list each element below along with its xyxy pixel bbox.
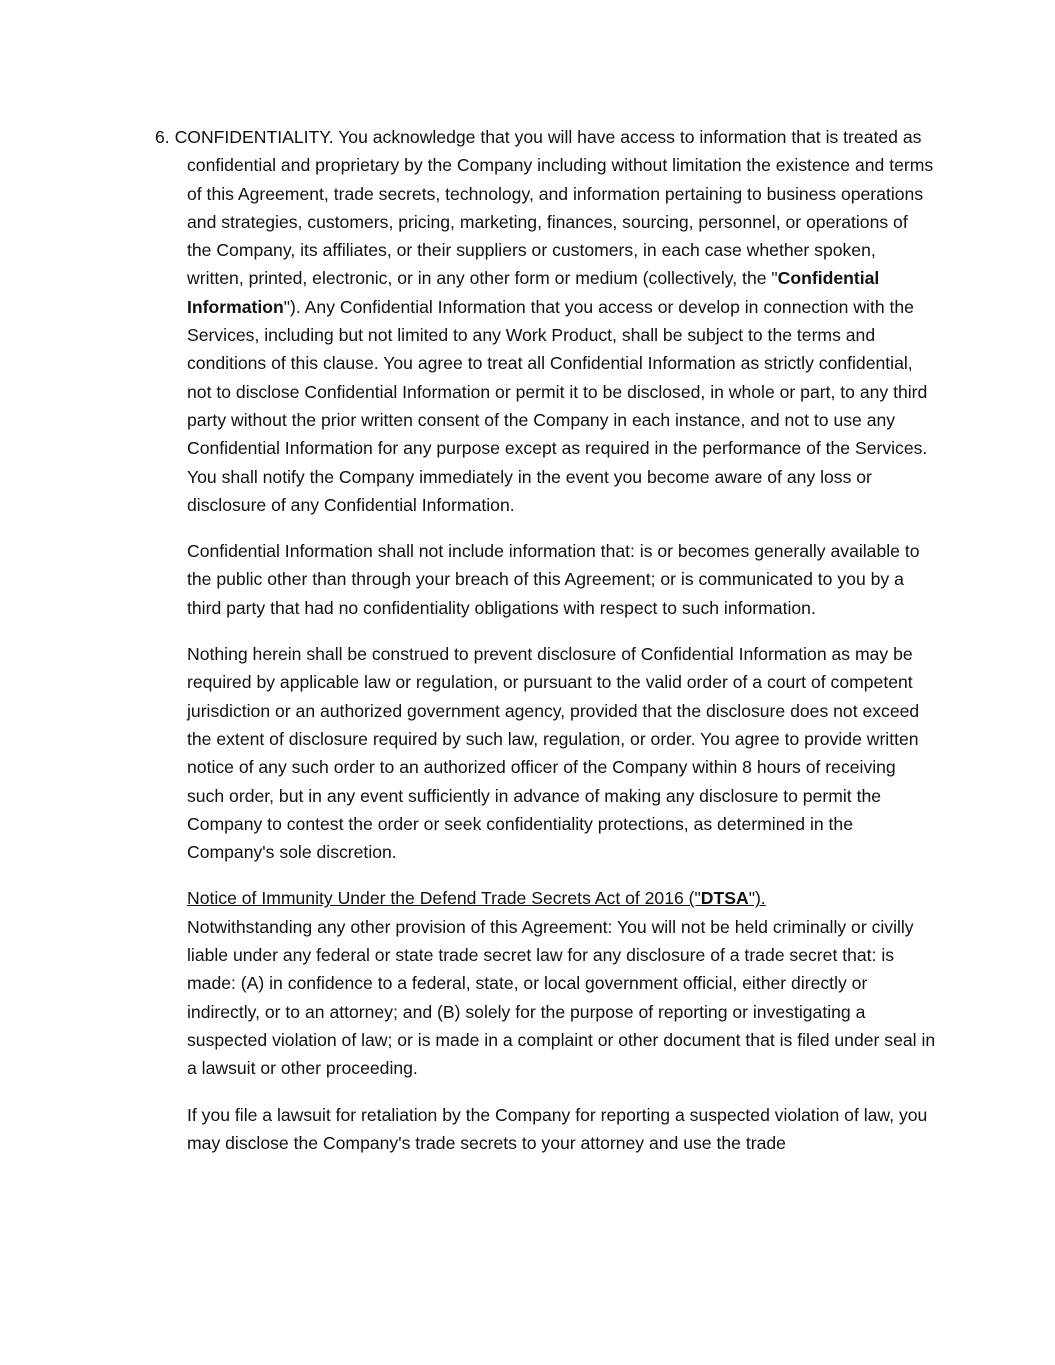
section-number: 6. — [155, 127, 170, 147]
paragraph-text: Notwithstanding any other provision of this Agreement: You will not be held criminally or civilly liable under any federal or state trade secret law for any disclosure of a trade secret that: is made: (A) in confidence to a federal, state, or local government official, either directly or indirectly, or to an attorney; and (B) solely for the purpose of reporting or investigating a suspected violation of law; or is made in a complaint or other document that is filed under seal in a lawsuit or other proceeding. — [187, 916, 936, 1079]
document-body — [155, 123, 937, 1175]
confidentiality-paragraph — [155, 123, 937, 519]
retaliation-paragraph: If you file a lawsuit for retaliation by the Company for reporting a suspected violation of law, you may disclose the Company's trade secrets to your attorney and use the trade — [187, 1104, 928, 1153]
dtsa-paragraph — [155, 884, 937, 1082]
defined-term: Confidential Information — [187, 268, 880, 317]
paragraph-text: You acknowledge that you will have access to information that is treated as confidential and proprietary by the Company including without limitation the existence and terms of this Agreement, trade secrets, technology, and information pertaining to business operations and strategies, customers, pricing, marketing, finances, sourcing, personnel, or operations of the Company, its affiliates, or their suppliers or customers, in each case whether spoken, written, printed, electronic, or in any other form or medium (collectively, the " — [187, 127, 934, 289]
paragraph-text: "). Any Confidential Information that you access or develop in connection with the Services, including but not limited to any Work Product, shall be subject to the terms and conditions of this clause. You agree to treat all Confidential Information as strictly confidential, not to disclose Confidential Information or permit it to be disclosed, in whole or part, to any third party without the prior written consent of the Company in each instance, and not to use any Confidential Information for any purpose except as required in the performance of the Services. You shall notify the Company immediately in the event you become aware of any loss or disclosure of any Confidential Information. — [187, 296, 928, 515]
defined-term: DTSA — [700, 888, 749, 909]
exclusions-paragraph: Confidential Information shall not include information that: is or becomes generally available to the public other than through your breach of this Agreement; or is communicated to you by a third party that had no confidentiality obligations with respect to such information. — [187, 541, 920, 618]
required-disclosure-paragraph: Nothing herein shall be construed to prevent disclosure of Confidential Information as may be required by applicable law or regulation, or pursuant to the valid order of a court of competent jurisdiction or an authorized government agency, provided that the disclosure does not exceed the extent of disclosure required by such law, regulation, or order. You agree to provide written notice of any such order to an authorized officer of the Company within 8 hours of receiving such order, but in any event sufficiently in advance of making any disclosure to permit the Company to contest the order or seek confidentiality protections, as determined in the Company's sole discretion. — [187, 644, 920, 863]
dtsa-title: Notice of Immunity Under the Defend Trade Secrets Act of 2016 ("DTSA"). — [187, 888, 766, 909]
section-heading: CONFIDENTIALITY. — [174, 127, 334, 147]
